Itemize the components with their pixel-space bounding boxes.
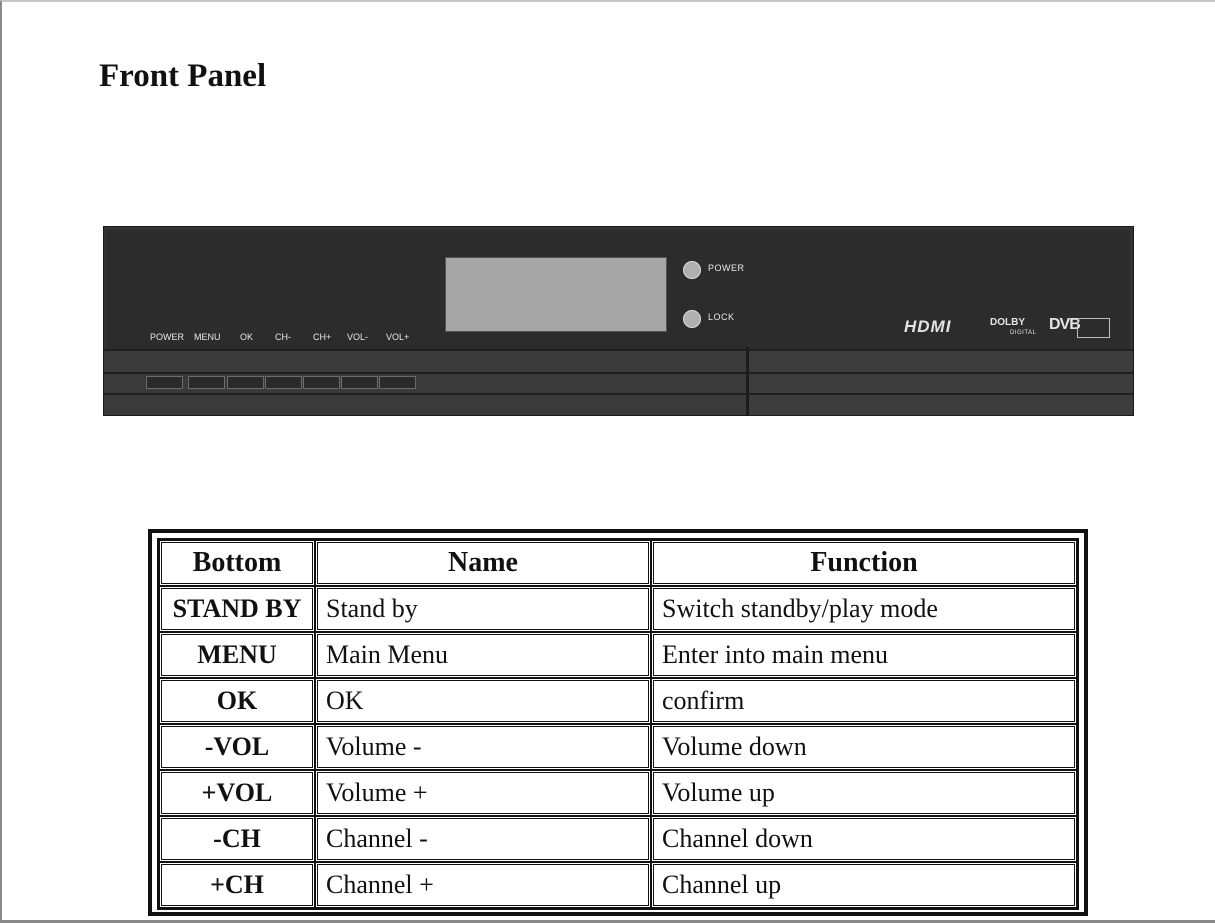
cell-bottom: STAND BY [159,586,315,632]
button-label-vol-minus: VOL- [347,332,369,342]
panel-divider [104,372,1133,374]
table-row [159,770,1077,816]
front-panel-lower-right [749,351,1133,415]
power-key [146,376,183,389]
lock-indicator-led [683,310,701,328]
front-panel-illustration [103,226,1134,416]
button-label-menu: MENU [194,332,221,342]
button-label-power: POWER [150,332,185,342]
table-row [159,678,1077,724]
cell-function: Channel down [651,816,1077,862]
cell-name: Channel - [315,816,651,862]
panel-divider [104,393,1133,395]
table-header-row [159,540,1077,586]
table-row [159,724,1077,770]
cell-name: Volume + [315,770,651,816]
lcd-display [445,257,667,332]
cell-function: Channel up [651,862,1077,908]
table-row [159,862,1077,908]
button-label-vol-plus: VOL+ [386,332,410,342]
cell-function: Enter into main menu [651,632,1077,678]
ok-key [227,376,264,389]
cell-function: Volume down [651,724,1077,770]
table-row [159,816,1077,862]
ch-plus-key [303,376,340,389]
hdmi-logo: HDMI [904,317,952,336]
cell-bottom: -CH [159,816,315,862]
lock-indicator-label: LOCK [708,312,735,322]
column-header-name: Name [315,540,651,586]
vol-plus-key [379,376,416,389]
cell-bottom: -VOL [159,724,315,770]
button-label-ok: OK [240,332,254,342]
column-header-function: Function [651,540,1077,586]
cell-bottom: OK [159,678,315,724]
power-indicator-label: POWER [708,263,745,273]
power-indicator-led [683,261,701,279]
dolby-logo: DOLBY [990,317,1025,328]
cell-bottom: +VOL [159,770,315,816]
cell-name: Volume - [315,724,651,770]
page-title: Front Panel [99,58,267,94]
button-function-table [157,538,1079,910]
cell-bottom: MENU [159,632,315,678]
cell-function: Switch standby/play mode [651,586,1077,632]
cell-bottom: +CH [159,862,315,908]
cell-name: Stand by [315,586,651,632]
ch-minus-key [265,376,302,389]
button-function-table-frame [148,529,1088,916]
dolby-digital-label: DIGITAL [1010,330,1037,336]
table-row [159,632,1077,678]
button-label-ch-minus: CH- [275,332,291,342]
cell-name: OK [315,678,651,724]
menu-key [188,376,225,389]
button-label-ch-plus: CH+ [313,332,332,342]
vol-minus-key [341,376,378,389]
usb-logo-icon [1077,318,1110,338]
cell-name: Main Menu [315,632,651,678]
column-header-bottom: Bottom [159,540,315,586]
table-row [159,586,1077,632]
cell-name: Channel + [315,862,651,908]
cell-function: Volume up [651,770,1077,816]
panel-divider [104,349,1133,351]
cell-function: confirm [651,678,1077,724]
panel-split [746,347,749,415]
dvb-logo: DVB [1049,316,1080,333]
